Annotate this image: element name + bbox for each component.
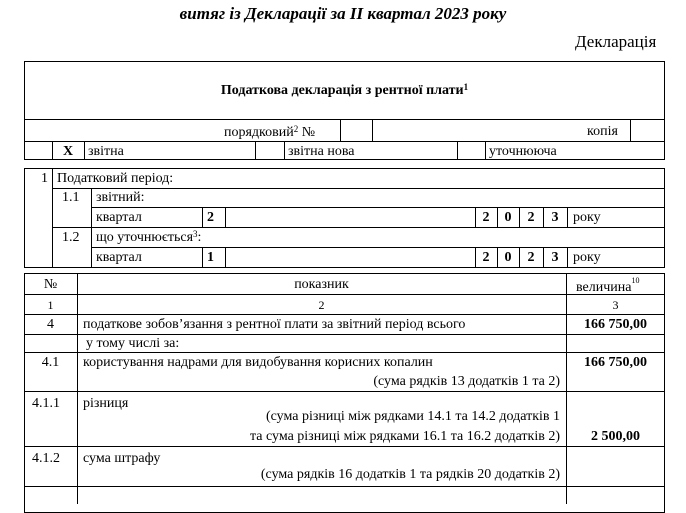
row-1-2-label: що уточнюється$^3$: — [96, 229, 202, 245]
copy-label: копія — [587, 124, 618, 139]
page-caption: витяг із Декларації за II квартал 2023 року — [179, 4, 507, 23]
row-4-1-2-text: сума штрафу — [83, 451, 161, 466]
row-1-1-quarter-label: квартал — [96, 210, 142, 225]
row-1-1-quarter-value[interactable]: 2 — [207, 210, 214, 225]
declaration-title: Податкова декларація з рентної плати$^1$ — [220, 82, 469, 98]
row-1-1-year-digit[interactable]: 0 — [504, 210, 512, 225]
row-1-2-year-digit[interactable]: 2 — [482, 250, 490, 265]
row-1-2-quarter-label: квартал — [96, 250, 142, 265]
type-clarify-label: уточнююча — [489, 144, 557, 159]
col-header-num: № — [43, 277, 58, 292]
period-row-num: 1 — [41, 171, 48, 186]
document-label: Декларація — [575, 32, 657, 51]
row-4-text: податкове зобов’язання з рентної плати за звітний період всього — [83, 317, 466, 332]
row-1-1-year-digit[interactable]: 3 — [551, 210, 559, 225]
row-1-1-year-digit[interactable]: 2 — [527, 210, 535, 225]
row-4-1-text: користування надрами для видобування корисних копалин — [83, 355, 433, 370]
regular-type-mark[interactable]: Х — [62, 144, 74, 159]
row-4-1-1-note-line2: та сума різниці між рядками 16.1 та 16.2 додатків 2) — [249, 429, 560, 444]
row-4-1-value: 166 750,00 — [584, 355, 647, 370]
row-1-2-num: 1.2 — [62, 230, 80, 245]
type-new-label: звітна нова — [288, 144, 355, 159]
col-header-value: величина$^{10}$ — [576, 276, 640, 295]
type-regular-label: звітна — [88, 144, 124, 159]
row-1-2-year-digit[interactable]: 2 — [527, 250, 535, 265]
including-label: у тому числі за: — [86, 336, 180, 351]
row-4-1-num: 4.1 — [41, 355, 60, 370]
row-4-1-2-note: (сума рядків 16 додатків 1 та рядків 20 додатків 2) — [260, 467, 560, 482]
row-1-1-label: звітний: — [96, 190, 145, 205]
col-number-2: 2 — [318, 298, 325, 312]
year-label: року — [573, 210, 601, 225]
row-4-1-1-num: 4.1.1 — [32, 396, 60, 411]
period-title: Податковий період: — [57, 171, 174, 186]
row-1-2-quarter-value[interactable]: 1 — [207, 250, 214, 265]
row-4-1-1-note-line1: (сума різниці між рядками 14.1 та 14.2 додатків 1 — [265, 409, 560, 424]
row-1-2-year-digit[interactable]: 0 — [504, 250, 512, 265]
row-4-1-1-text: різниця — [83, 396, 129, 411]
row-4-value: 166 750,00 — [584, 317, 647, 332]
row-1-2-year-digit[interactable]: 3 — [551, 250, 559, 265]
sequence-label: порядковий$^2$ № — [224, 124, 316, 140]
row-4-1-note: (сума рядків 13 додатків 1 та 2) — [373, 374, 560, 389]
row-1-1-year-digit[interactable]: 2 — [482, 210, 490, 225]
row-1-1-num: 1.1 — [62, 190, 80, 205]
row-4-1-1-value: 2 500,00 — [591, 429, 640, 444]
col-number-1: 1 — [47, 298, 54, 312]
row-4-1-2-num: 4.1.2 — [32, 451, 60, 466]
row-4-num: 4 — [47, 317, 54, 332]
year-label: року — [573, 250, 601, 265]
col-header-indicator: показник — [294, 277, 349, 292]
col-number-3: 3 — [612, 298, 619, 312]
